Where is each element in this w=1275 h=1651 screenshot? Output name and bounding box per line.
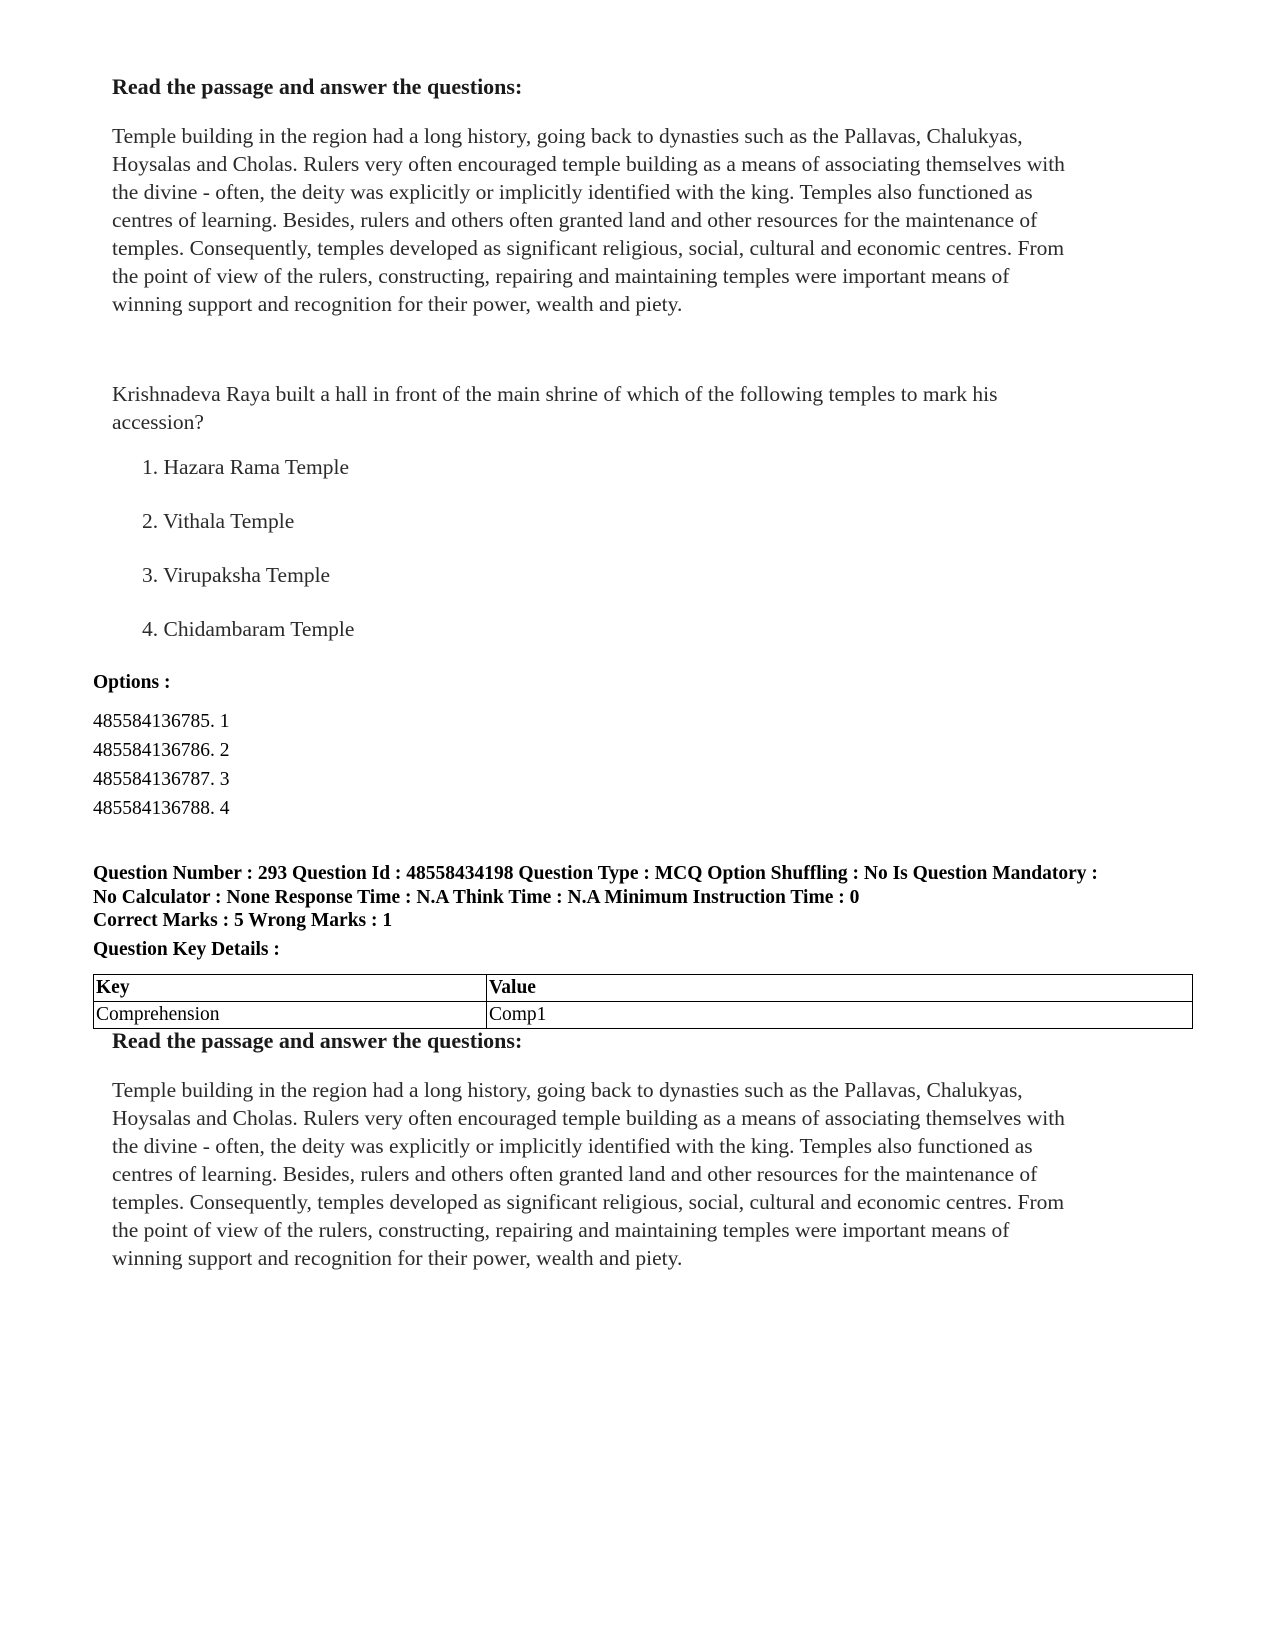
- option-item: 485584136788. 4: [93, 798, 230, 819]
- meta-line: No Calculator : None Response Time : N.A Think Time : N.A Minimum Instruction Time : 0: [93, 887, 860, 908]
- question-line: accession?: [112, 410, 204, 434]
- options-label: Options :: [93, 672, 171, 693]
- key-details-label: Question Key Details :: [93, 939, 280, 960]
- passage-line: the divine - often, the deity was explicitly or implicitly identified with the king. Temples also functioned as: [112, 180, 1033, 204]
- passage-line: Temple building in the region had a long history, going back to dynasties such as the Pallavas, Chalukyas,: [112, 1078, 1023, 1102]
- passage-line: temples. Consequently, temples developed as significant religious, social, cultural and economic centres. From: [112, 236, 1065, 260]
- question-text: [112, 380, 1112, 436]
- passage-line: the point of view of the rulers, constructing, repairing and maintaining temples were important means of: [112, 264, 1010, 288]
- passage-line: Temple building in the region had a long history, going back to dynasties such as the Pallavas, Chalukyas,: [112, 124, 1023, 148]
- key-table: [93, 974, 1193, 1029]
- table-header-value: Value: [487, 975, 1193, 1002]
- choice-item: 2. Vithala Temple: [142, 509, 295, 533]
- passage-line: centres of learning. Besides, rulers and others often granted land and other resources for the maintenance of: [112, 1162, 1038, 1186]
- question-meta: [93, 862, 1193, 910]
- passage-line: centres of learning. Besides, rulers and others often granted land and other resources for the maintenance of: [112, 208, 1038, 232]
- options-list: [93, 707, 230, 823]
- passage-line: the point of view of the rulers, constructing, repairing and maintaining temples were important means of: [112, 1218, 1010, 1242]
- table-cell-key: Comprehension: [94, 1002, 487, 1029]
- table-header-row: [94, 975, 1193, 1002]
- passage-line: temples. Consequently, temples developed as significant religious, social, cultural and economic centres. From: [112, 1190, 1065, 1214]
- choice-item: 4. Chidambaram Temple: [142, 617, 355, 641]
- passage-line: Hoysalas and Cholas. Rulers very often encouraged temple building as a means of associating themselves with: [112, 1106, 1065, 1130]
- question-line: Krishnadeva Raya built a hall in front of the main shrine of which of the following temples to mark his: [112, 382, 998, 406]
- option-item: 485584136786. 2: [93, 740, 230, 761]
- meta-line: Question Number : 293 Question Id : 48558434198 Question Type : MCQ Option Shuffling : No Is Question Mandatory :: [93, 863, 1098, 884]
- marks-line: Correct Marks : 5 Wrong Marks : 1: [93, 910, 393, 931]
- option-item: 485584136785. 1: [93, 711, 230, 732]
- table-header-key: Key: [94, 975, 487, 1002]
- table-row: [94, 1002, 1193, 1029]
- passage-line: winning support and recognition for their power, wealth and piety.: [112, 292, 683, 316]
- table-cell-value: Comp1: [487, 1002, 1193, 1029]
- passage-bottom: [112, 1028, 1192, 1272]
- passage-line: the divine - often, the deity was explicitly or implicitly identified with the king. Temples also functioned as: [112, 1134, 1033, 1158]
- passage-line: Hoysalas and Cholas. Rulers very often encouraged temple building as a means of associating themselves with: [112, 152, 1065, 176]
- passage-heading: Read the passage and answer the questions:: [112, 74, 523, 99]
- passage-top: [112, 74, 1192, 318]
- option-item: 485584136787. 3: [93, 769, 230, 790]
- passage-heading: Read the passage and answer the questions:: [112, 1028, 523, 1053]
- choice-item: 1. Hazara Rama Temple: [142, 455, 350, 479]
- choice-item: 3. Virupaksha Temple: [142, 563, 331, 587]
- passage-line: winning support and recognition for their power, wealth and piety.: [112, 1246, 683, 1270]
